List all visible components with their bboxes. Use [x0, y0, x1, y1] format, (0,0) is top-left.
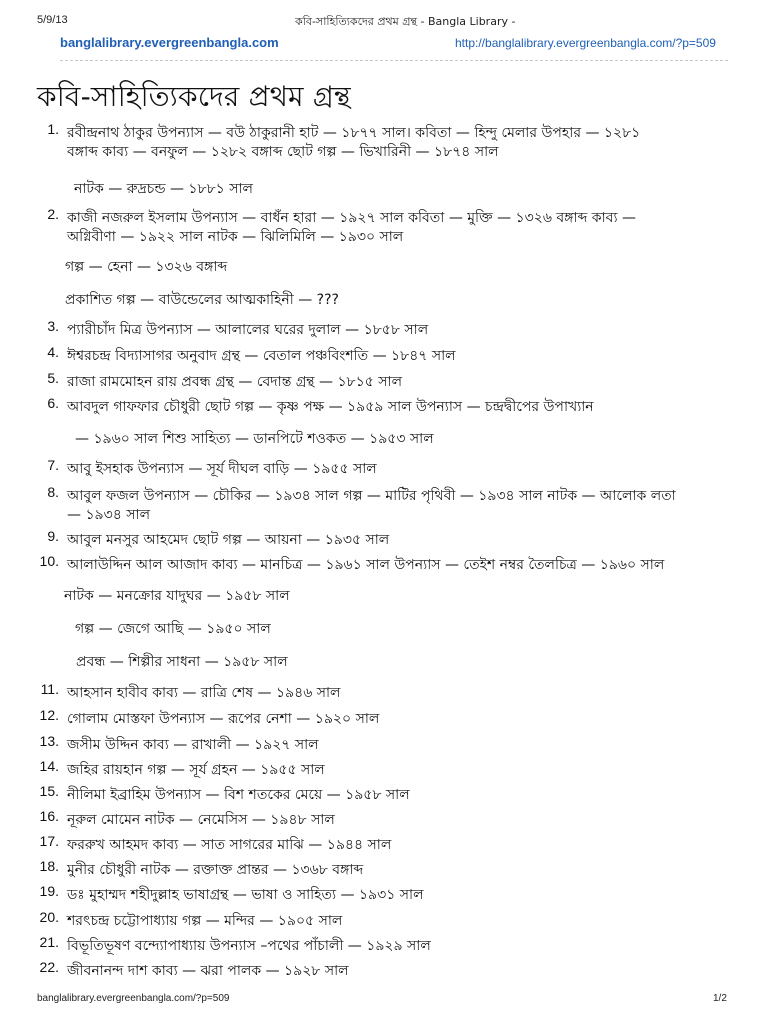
list-item-number: 6.	[47, 395, 59, 411]
list-item-number: 15.	[39, 783, 59, 799]
list-item-number: 8.	[47, 484, 59, 500]
list-item-text: অগ্নিবীণা — ১৯২২ সাল নাটক — ঝিলিমিলি — ১৯৩০ সাল	[67, 229, 404, 245]
list-item-text: রাজা রামমোহন রায় প্রবন্ধ গ্রন্থ — বেদান্ত গ্রন্থ — ১৮১৫ সাল	[67, 374, 403, 390]
list-item-text: মুনীর চৌধুরী নাটক — রক্তাক্ত প্রান্তর — ১৩৬৮ বঙ্গাব্দ	[67, 862, 364, 878]
list-item-text: প্রবন্ধ — শিল্পীর সাধনা — ১৯৫৮ সাল	[76, 654, 288, 670]
list-item-number: 17.	[39, 833, 59, 849]
page-title: কবি-সাহিত্যিকদের প্রথম গ্রন্থ	[37, 80, 351, 113]
list-item-text: ঈশ্বরচন্দ্র বিদ্যাসাগর অনুবাদ গ্রন্থ — বেতাল পঞ্চবিংশতি — ১৮৪৭ সাল	[67, 348, 456, 364]
list-item-text: নাটক — মনক্রোর যাদুঘর — ১৯৫৮ সাল	[64, 588, 290, 604]
list-item-text: — ১৯৬০ সাল শিশু সাহিত্য — ডানপিটে শওকত — ১৯৫৩ সাল	[75, 431, 434, 447]
list-item-text: বঙ্গাব্দ কাব্য — বনফুল — ১২৮২ বঙ্গাব্দ ছোট গল্প — ভিখারিনী — ১৮৭৪ সাল	[67, 144, 499, 160]
list-item-number: 11.	[40, 681, 59, 697]
list-item-text: শরৎচন্দ্র চট্টোপাধ্যায় গল্প — মন্দির — ১৯০৫ সাল	[67, 913, 343, 929]
list-item-text: নূরুল মোমেন নাটক — নেমেসিস — ১৯৪৮ সাল	[67, 812, 335, 828]
list-item-number: 9.	[47, 528, 59, 544]
header-divider	[60, 60, 728, 61]
list-item-number: 1.	[47, 121, 59, 137]
list-item-number: 18.	[39, 858, 59, 874]
page-url-link[interactable]: http://banglalibrary.evergreenbangla.com/?p=509	[455, 36, 716, 50]
list-item-text: ডঃ মুহাম্মদ শহীদুল্লাহ ভাষাগ্রন্থ — ভাষা ও সাহিত্য — ১৯৩১ সাল	[67, 887, 424, 903]
list-item-text: গোলাম মোস্তফা উপন্যাস — রূপের নেশা — ১৯২০ সাল	[67, 711, 380, 727]
site-name-link[interactable]: banglalibrary.evergreenbangla.com	[60, 35, 279, 50]
list-item-number: 12.	[39, 707, 59, 723]
list-item-text: নাটক — রুদ্রচন্ড — ১৮৮১ সাল	[74, 181, 253, 197]
list-item-text: প্যারীচাঁদ মিত্র উপন্যাস — আলালের ঘরের দুলাল — ১৮৫৮ সাল	[67, 322, 429, 338]
list-item-text: গল্প — জেগে আছি — ১৯৫০ সাল	[75, 621, 271, 637]
footer-page-number: 1/2	[713, 993, 727, 1004]
list-item-number: 4.	[47, 344, 59, 360]
list-item-text: জীবনানন্দ দাশ কাব্য — ঝরা পালক — ১৯২৮ সাল	[67, 963, 349, 979]
list-item-text: আলাউদ্দিন আল আজাদ কাব্য — মানচিত্র — ১৯৬১ সাল উপন্যাস — তেইশ নম্বর তৈলচিত্র — ১৯৬০ সাল	[67, 557, 665, 573]
list-item-number: 16.	[39, 808, 59, 824]
footer-url: banglalibrary.evergreenbangla.com/?p=509	[37, 993, 230, 1004]
list-item-text: আবুল মনসুর আহমেদ ছোট গল্প — আয়না — ১৯৩৫ সাল	[67, 532, 390, 548]
list-item-text: জহির রায়হান গল্প — সূর্য গ্রহন — ১৯৫৫ সাল	[67, 762, 325, 778]
list-item-text: আবু ইসহাক উপন্যাস — সূর্য দীঘল বাড়ি — ১৯৫৫ সাল	[67, 461, 377, 477]
list-item-text: আবুল ফজল উপন্যাস — চৌকির — ১৯৩৪ সাল গল্প — মাটির পৃথিবী — ১৯৩৪ সাল নাটক — আলোক লতা	[67, 488, 676, 504]
list-item-number: 2.	[47, 206, 59, 222]
list-item-number: 3.	[47, 318, 59, 334]
list-item-text: আবদুল গাফফার চৌধুরী ছোট গল্প — কৃষ্ণ পক্ষ — ১৯৫৯ সাল উপন্যাস — চন্দ্রদ্বীপের উপাখ্যান	[67, 399, 594, 415]
list-item-number: 19.	[39, 883, 59, 899]
list-item-text: আহসান হাবীব কাব্য — রাত্রি শেষ — ১৯৪৬ সাল	[67, 685, 341, 701]
print-date: 5/9/13	[37, 14, 68, 26]
list-item-text: — ১৯৩৪ সাল	[67, 507, 150, 523]
list-item-number: 13.	[39, 733, 59, 749]
list-item-text: জসীম উদ্দিন কাব্য — রাখালী — ১৯২৭ সাল	[67, 737, 319, 753]
list-item-text: কাজী নজরুল ইসলাম উপন্যাস — বাধঁন হারা — ১৯২৭ সাল কবিতা — মুক্তি — ১৩২৬ বঙ্গাব্দ কাব্য —	[67, 210, 636, 226]
list-item-text: গল্প — হেনা — ১৩২৬ বঙ্গাব্দ	[65, 259, 228, 275]
list-item-text: ফররুখ আহমদ কাব্য — সাত সাগরের মাঝি — ১৯৪৪ সাল	[67, 837, 392, 853]
list-item-text: প্রকাশিত গল্প — বাউন্ডেলের আত্মকাহিনী — ???	[65, 292, 339, 308]
list-item-number: 22.	[39, 959, 59, 975]
list-item-number: 20.	[39, 909, 59, 925]
list-item-number: 10.	[39, 553, 59, 569]
print-document-title: কবি-সাহিত্যিকদের প্রথম গ্রন্থ - Bangla Library -	[295, 15, 516, 28]
list-item-number: 5.	[47, 370, 59, 386]
list-item-text: নীলিমা ইব্রাহিম উপন্যাস — বিশ শতকের মেয়ে — ১৯৫৮ সাল	[67, 787, 410, 803]
list-item-number: 7.	[47, 457, 59, 473]
list-item-text: রবীন্দ্রনাথ ঠাকুর উপন্যাস — বউ ঠাকুরানী হাট — ১৮৭৭ সাল। কবিতা — হিন্দু মেলার উপহার — ১২৮১	[67, 125, 641, 141]
list-item-number: 21.	[39, 934, 59, 950]
list-item-number: 14.	[39, 758, 59, 774]
list-item-text: বিভূতিভূষণ বন্দ্যোপাধ্যায় উপন্যাস –পথের পাঁচালী — ১৯২৯ সাল	[67, 938, 431, 954]
